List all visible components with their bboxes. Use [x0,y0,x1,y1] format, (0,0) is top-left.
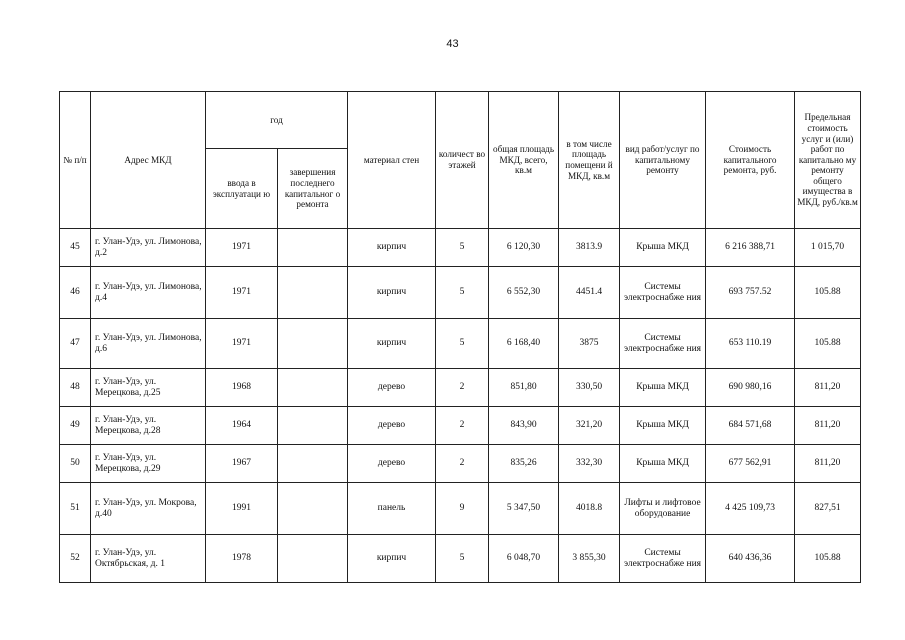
cell-max-cost: 827,51 [795,483,861,535]
cell-year-last-repair [278,319,348,369]
cell-premises-area: 3 855,30 [559,535,620,583]
table-row [60,319,861,369]
cell-wall-material: кирпич [348,319,436,369]
cell-repair-cost: 6 216 388,71 [706,229,795,267]
cell-work-type: Крыша МКД [620,407,706,445]
table-header [60,92,861,229]
cell-work-type: Крыша МКД [620,229,706,267]
cell-total-area: 6 168,40 [489,319,559,369]
cell-address: г. Улан-Удэ, ул. Мерецкова, д.25 [91,369,206,407]
cell-premises-area: 330,50 [559,369,620,407]
table-row [60,445,861,483]
cell-wall-material: дерево [348,445,436,483]
table-row [60,407,861,445]
cell-floors: 9 [436,483,489,535]
cell-repair-cost: 677 562,91 [706,445,795,483]
cell-total-area: 6 552,30 [489,267,559,319]
cell-row-number: 49 [60,407,91,445]
cell-max-cost: 105.88 [795,267,861,319]
cell-repair-cost: 684 571,68 [706,407,795,445]
cell-address: г. Улан-Удэ, ул. Октябрьская, д. 1 [91,535,206,583]
cell-max-cost: 1 015,70 [795,229,861,267]
cell-year-commission: 1964 [206,407,278,445]
cell-premises-area: 332,30 [559,445,620,483]
repair-register-table [59,91,861,583]
cell-premises-area: 3813.9 [559,229,620,267]
cell-wall-material: кирпич [348,535,436,583]
cell-max-cost: 105.88 [795,535,861,583]
cell-work-type: Крыша МКД [620,369,706,407]
table-row [60,535,861,583]
cell-repair-cost: 693 757.52 [706,267,795,319]
cell-floors: 5 [436,229,489,267]
cell-wall-material: дерево [348,407,436,445]
cell-wall-material: кирпич [348,229,436,267]
cell-floors: 2 [436,407,489,445]
cell-address: г. Улан-Удэ, ул. Лимонова, д.2 [91,229,206,267]
cell-year-commission: 1968 [206,369,278,407]
cell-year-commission: 1971 [206,229,278,267]
cell-total-area: 835,26 [489,445,559,483]
table-row [60,229,861,267]
cell-wall-material: кирпич [348,267,436,319]
cell-max-cost: 105.88 [795,319,861,369]
cell-year-commission: 1971 [206,319,278,369]
cell-year-last-repair [278,267,348,319]
cell-repair-cost: 4 425 109,73 [706,483,795,535]
cell-row-number: 45 [60,229,91,267]
cell-max-cost: 811,20 [795,445,861,483]
header-floors: количест во этажей [436,92,489,229]
cell-work-type: Системы электроснабже ния [620,319,706,369]
cell-work-type: Системы электроснабже ния [620,267,706,319]
cell-premises-area: 4451.4 [559,267,620,319]
header-repair-cost: Стоимость капитального ремонта, руб. [706,92,795,229]
cell-year-commission: 1991 [206,483,278,535]
cell-total-area: 5 347,50 [489,483,559,535]
header-year-group: год [206,92,348,149]
cell-wall-material: панель [348,483,436,535]
cell-floors: 2 [436,369,489,407]
cell-premises-area: 4018.8 [559,483,620,535]
cell-total-area: 843,90 [489,407,559,445]
cell-work-type: Системы электроснабже ния [620,535,706,583]
cell-address: г. Улан-Удэ, ул. Мерецкова, д.29 [91,445,206,483]
cell-row-number: 47 [60,319,91,369]
table-row [60,267,861,319]
cell-floors: 5 [436,535,489,583]
header-premises-area: в том числе площадь помещени й МКД, кв.м [559,92,620,229]
cell-year-commission: 1971 [206,267,278,319]
cell-work-type: Крыша МКД [620,445,706,483]
cell-floors: 5 [436,319,489,369]
cell-total-area: 851,80 [489,369,559,407]
cell-repair-cost: 690 980,16 [706,369,795,407]
cell-row-number: 51 [60,483,91,535]
cell-year-last-repair [278,407,348,445]
table-body [60,229,861,583]
table-row [60,369,861,407]
cell-repair-cost: 653 110.19 [706,319,795,369]
cell-floors: 5 [436,267,489,319]
header-max-cost: Предельная стоимость услуг и (или) работ по капитально му ремонту общего имущества в МКД, руб./кв.м [795,92,861,229]
cell-year-last-repair [278,369,348,407]
table-row [60,483,861,535]
cell-work-type: Лифты и лифтовое оборудование [620,483,706,535]
cell-year-commission: 1967 [206,445,278,483]
cell-year-last-repair [278,535,348,583]
page-number: 43 [446,38,459,50]
cell-premises-area: 321,20 [559,407,620,445]
header-year-last-repair: завершения последнего капитальног о ремонта [278,149,348,229]
cell-floors: 2 [436,445,489,483]
header-address: Адрес МКД [91,92,206,229]
cell-wall-material: дерево [348,369,436,407]
cell-year-last-repair [278,229,348,267]
cell-premises-area: 3875 [559,319,620,369]
header-work-type: вид работ/услуг по капитальному ремонту [620,92,706,229]
cell-address: г. Улан-Удэ, ул. Лимонова, д.4 [91,267,206,319]
header-wall-material: материал стен [348,92,436,229]
cell-row-number: 46 [60,267,91,319]
header-total-area: общая площадь МКД, всего, кв.м [489,92,559,229]
cell-repair-cost: 640 436,36 [706,535,795,583]
cell-total-area: 6 120,30 [489,229,559,267]
cell-address: г. Улан-Удэ, ул. Мокрова, д.40 [91,483,206,535]
cell-address: г. Улан-Удэ, ул. Лимонова, д.6 [91,319,206,369]
cell-max-cost: 811,20 [795,369,861,407]
cell-row-number: 52 [60,535,91,583]
cell-year-last-repair [278,483,348,535]
cell-max-cost: 811,20 [795,407,861,445]
cell-year-last-repair [278,445,348,483]
header-number: № п/п [60,92,91,229]
cell-row-number: 50 [60,445,91,483]
cell-address: г. Улан-Удэ, ул. Мерецкова, д.28 [91,407,206,445]
cell-total-area: 6 048,70 [489,535,559,583]
cell-year-commission: 1978 [206,535,278,583]
header-year-commission: ввода в эксплуатаци ю [206,149,278,229]
cell-row-number: 48 [60,369,91,407]
